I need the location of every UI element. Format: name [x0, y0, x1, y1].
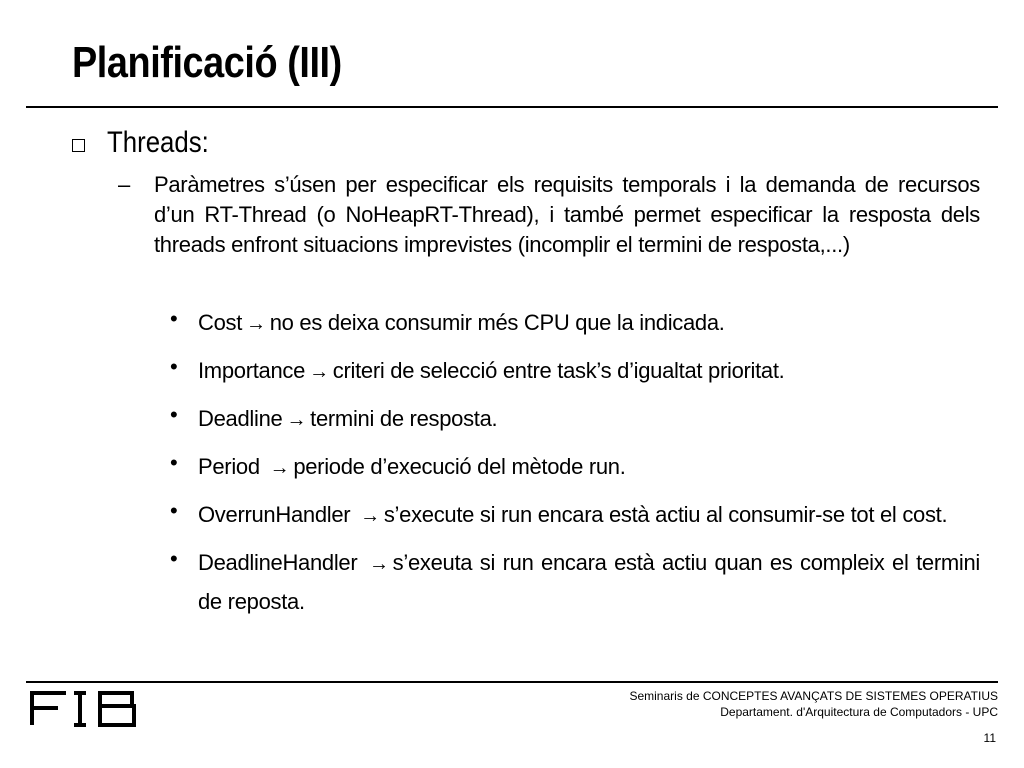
bullet-desc: criteri de selecció entre task’s d’igualtat prioritat. [332, 358, 785, 383]
bullet-deadline-handler [166, 544, 980, 621]
footer-department: Departament. d'Arquitectura de Computadors - UPC [720, 705, 998, 719]
arrow-right-icon: → [368, 553, 389, 575]
bullet-dot: • [170, 498, 178, 523]
footer-info [629, 688, 998, 720]
bullet-desc: s’execute si run encara està actiu al consumir-se tot el cost. [383, 502, 948, 527]
bullet-term: Cost [198, 310, 243, 335]
footer-divider [26, 681, 998, 683]
bullet-list [166, 304, 980, 630]
bullet-overrun-handler [166, 496, 980, 535]
fib-logo [28, 689, 140, 729]
bullet-deadline [166, 400, 980, 439]
bullet-dot: • [170, 402, 178, 427]
bullet-term: Period [198, 454, 266, 479]
dash-marker: – [118, 172, 131, 197]
bullet-term: Deadline [198, 406, 283, 431]
bullet-term: Importance [198, 358, 306, 383]
bullet-period [166, 448, 980, 487]
arrow-right-icon: → [309, 361, 329, 383]
bullet-cost [166, 304, 980, 343]
level2-item [118, 170, 980, 260]
bullet-desc: no es deixa consumir més CPU que la indicada. [269, 310, 725, 335]
bullet-term: DeadlineHandler [198, 550, 365, 575]
bullet-desc: s’exeuta si run encara està actiu quan es compleix el termini de reposta. [198, 550, 981, 614]
arrow-right-icon: → [360, 505, 380, 527]
bullet-dot: • [170, 306, 178, 331]
arrow-right-icon: → [269, 457, 290, 479]
checkbox-icon [72, 139, 85, 152]
page-number: 11 [983, 731, 996, 745]
level1-item [72, 126, 225, 160]
level2-text: Paràmetres s’úsen per especificar els requisits temporals i la demanda de recursos d’un RT-Thread (o NoHeapRT-Thread), i també permet especificar la resposta dels threads enfront situacions imprevistes (incomplir el termini de resposta,...) [154, 172, 980, 257]
bullet-importance [166, 352, 980, 391]
bullet-dot: • [170, 354, 178, 379]
bullet-dot: • [170, 450, 178, 475]
bullet-term: OverrunHandler [198, 502, 357, 527]
slide-title: Planificació (III) [72, 38, 342, 87]
footer-course: Seminaris de CONCEPTES AVANÇATS DE SISTEMES OPERATIUS [629, 689, 998, 703]
arrow-right-icon: → [246, 313, 266, 335]
bullet-desc: periode d’execució del mètode run. [293, 454, 626, 479]
level1-label: Threads: [107, 126, 209, 159]
bullet-dot: • [170, 546, 178, 571]
bullet-desc: termini de resposta. [310, 406, 498, 431]
title-divider [26, 106, 998, 108]
arrow-right-icon: → [286, 409, 307, 431]
